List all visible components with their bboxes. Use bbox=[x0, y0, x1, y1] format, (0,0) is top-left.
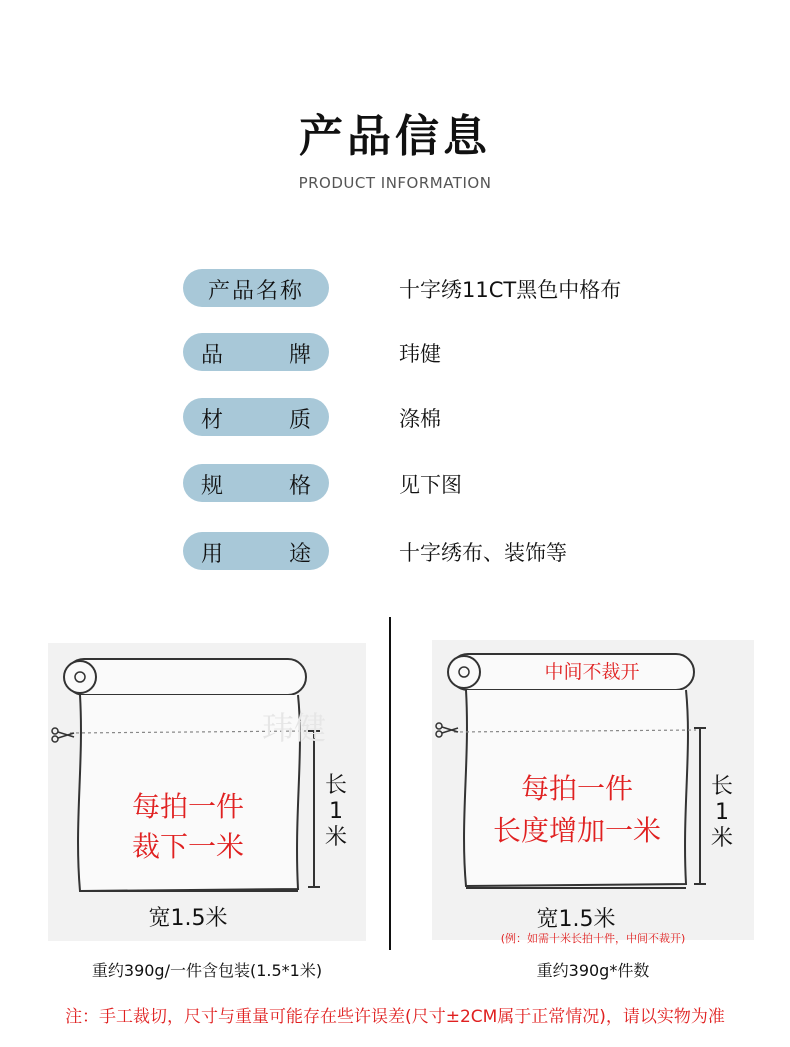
label-char-2: 途 bbox=[288, 542, 311, 567]
info-row-name bbox=[183, 269, 743, 307]
label-char-2: 格 bbox=[288, 474, 311, 499]
label-char-1: 品 bbox=[201, 343, 224, 368]
label-pill bbox=[183, 532, 329, 570]
right-diagram-panel bbox=[432, 640, 754, 945]
roll-end bbox=[448, 656, 480, 688]
length-label: 长1米 bbox=[710, 774, 733, 851]
label-char-2: 质 bbox=[288, 408, 311, 433]
value-text: 十字绣11CT黑色中格布 bbox=[399, 278, 622, 302]
watermark: 玮健 bbox=[262, 709, 327, 747]
instruction-line-1: 每拍一件 bbox=[131, 790, 244, 823]
instruction-line-2: 裁下一米 bbox=[131, 830, 244, 863]
value-text: 玮健 bbox=[399, 342, 441, 366]
instruction-line-1: 每拍一件 bbox=[520, 772, 633, 805]
page-subtitle: PRODUCT INFORMATION bbox=[298, 174, 492, 192]
width-label: 宽1.5米 bbox=[148, 906, 228, 931]
length-label: 长1米 bbox=[324, 773, 347, 850]
label-pill bbox=[183, 269, 329, 307]
label-text: 产品名称 bbox=[207, 279, 304, 304]
left-diagram-panel bbox=[48, 643, 366, 941]
scissors-icon bbox=[436, 723, 458, 737]
label-pill bbox=[183, 333, 329, 371]
cut-instruction bbox=[472, 768, 682, 852]
info-row-spec bbox=[183, 464, 743, 502]
label-pill bbox=[183, 464, 329, 502]
center-divider bbox=[389, 617, 391, 950]
label-char-1: 规 bbox=[201, 474, 224, 499]
info-row-material bbox=[183, 398, 743, 436]
label-pill bbox=[183, 398, 329, 436]
no-cut-label: 中间不裁开 bbox=[544, 661, 640, 683]
left-caption: 重约390g/一件含包装(1.5*1米) bbox=[91, 961, 323, 980]
value-text: 涤棉 bbox=[399, 407, 441, 431]
value-text: 十字绣布、装饰等 bbox=[399, 541, 567, 565]
width-label: 宽1.5米 bbox=[536, 907, 616, 932]
roll-cylinder bbox=[66, 659, 306, 695]
label-char-2: 牌 bbox=[288, 343, 311, 368]
roll-end bbox=[64, 661, 96, 693]
scissors-icon bbox=[52, 728, 74, 742]
footer-note: 注：手工裁切，尺寸与重量可能存在些许误差(尺寸±2CM属于正常情况)，请以实物为准 bbox=[65, 1007, 725, 1027]
info-row-usage bbox=[183, 532, 743, 570]
info-row-brand bbox=[183, 333, 743, 371]
instruction-line-2: 长度增加一米 bbox=[492, 814, 661, 847]
right-caption: 重约390g*件数 bbox=[536, 961, 650, 980]
label-char-1: 用 bbox=[201, 542, 224, 567]
page-title: 产品信息 bbox=[299, 111, 491, 162]
value-text: 见下图 bbox=[399, 473, 462, 497]
example-note: (例：如需十米长拍十件，中间不裁开) bbox=[500, 932, 686, 945]
label-char-1: 材 bbox=[201, 408, 224, 433]
cut-instruction bbox=[98, 787, 278, 867]
